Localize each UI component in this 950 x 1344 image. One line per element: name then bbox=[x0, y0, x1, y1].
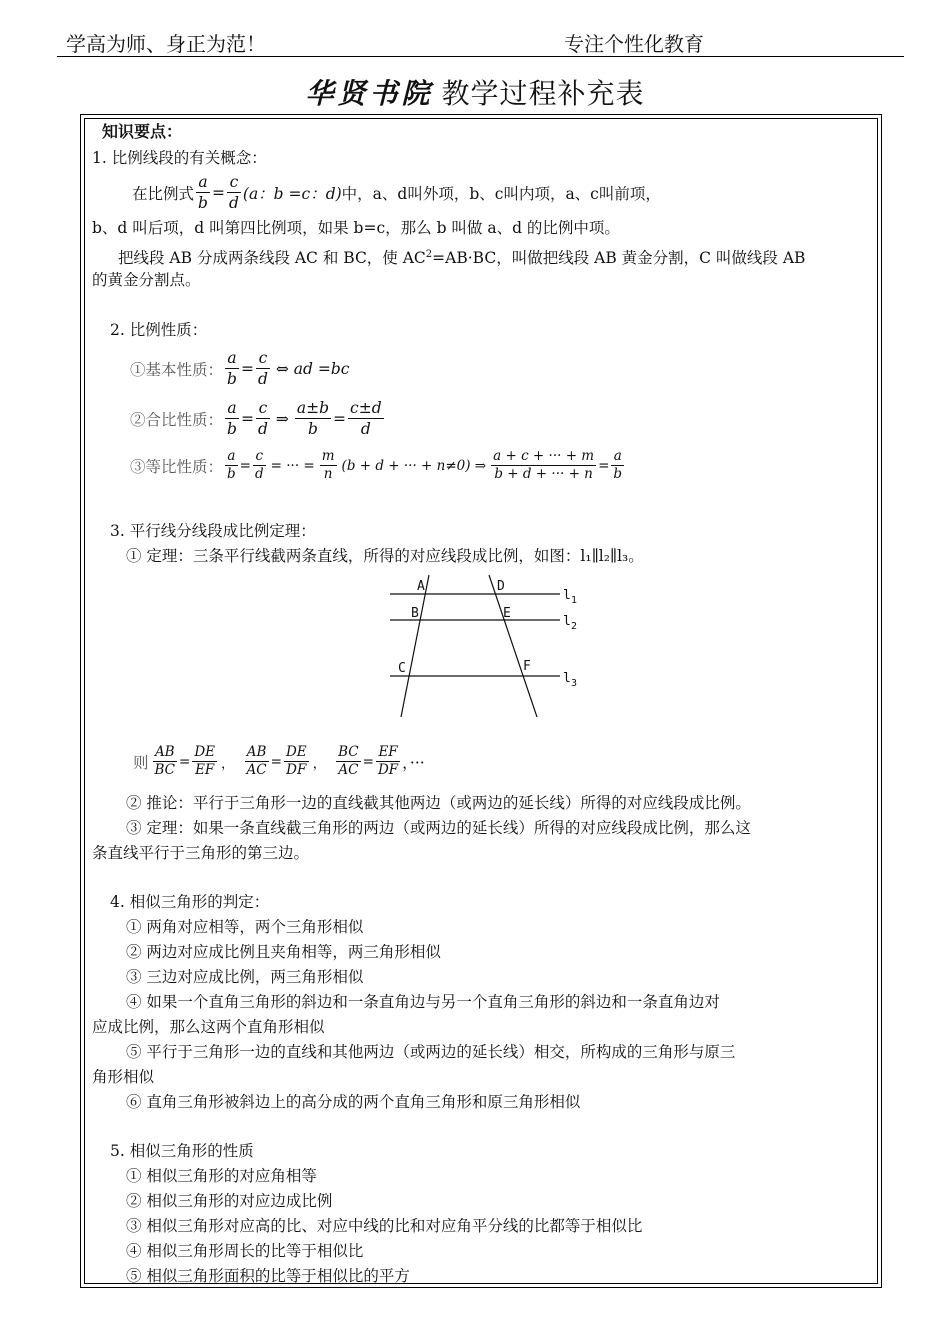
s3-converse-line2: 条直线平行于三角形的第三边。 bbox=[92, 844, 310, 862]
frac-den: b bbox=[227, 466, 236, 482]
frac-num: a bbox=[225, 348, 239, 369]
fraction-a-b bbox=[225, 448, 238, 483]
fraction-a-pm-b bbox=[295, 398, 331, 439]
s1-heading: 1. 比例线段的有关概念： bbox=[92, 149, 267, 167]
fraction-bc-ac bbox=[336, 744, 361, 779]
equals-sign: = bbox=[598, 457, 610, 474]
line-l1-sub: 1 bbox=[571, 595, 578, 606]
s4-item-3: ③ 三边对应成比例，两三角形相似 bbox=[126, 968, 364, 986]
fraction-sum bbox=[491, 448, 596, 483]
comma: ， bbox=[221, 755, 235, 772]
s2-componendo-property bbox=[130, 398, 386, 439]
s1-golden-line2: 的黄金分割点。 bbox=[92, 271, 201, 289]
s2-heading: 2. 比例性质： bbox=[110, 321, 208, 339]
frac-den: d bbox=[257, 420, 268, 438]
equals-sign: = bbox=[179, 753, 191, 770]
s4-item-6: ⑥ 直角三角形被斜边上的高分成的两个直角三角形和原三角形相似 bbox=[126, 1093, 581, 1111]
s1-proportion-line bbox=[132, 172, 661, 213]
fraction-de-df bbox=[284, 744, 309, 779]
transversal-left bbox=[401, 575, 429, 717]
ellipsis: ，··· bbox=[402, 753, 425, 772]
point-c-label: C bbox=[398, 661, 406, 676]
s5-item-3: ③ 相似三角形对应高的比、对应中线的比和对应角平分线的比都等于相似比 bbox=[126, 1217, 643, 1235]
parallel-lines-figure bbox=[380, 570, 600, 725]
frac-den: d bbox=[254, 466, 264, 482]
frac-num: AB bbox=[245, 744, 269, 762]
frac-den: b bbox=[308, 420, 318, 438]
s3-corollary: ② 推论：平行于三角形一边的直线截其他两边（或两边的延长线）所得的对应线段成比例。 bbox=[126, 794, 751, 812]
frac-num: a±b bbox=[296, 399, 330, 417]
s5-heading: 5. 相似三角形的性质 bbox=[110, 1142, 254, 1160]
header-slogan: 专注个性化教育 bbox=[564, 32, 704, 56]
s5-item-5: ⑤ 相似三角形面积的比等于相似比的平方 bbox=[126, 1267, 410, 1285]
frac-num: DE bbox=[285, 744, 307, 760]
frac-den: d bbox=[228, 194, 239, 212]
frac-num: AB bbox=[153, 744, 178, 762]
frac-num: a + c + ··· + m bbox=[493, 448, 595, 464]
point-d-label: D bbox=[497, 579, 505, 594]
golden-text-b: =AB·BC，叫做把线段 AB 黄金分割，C 叫做线段 AB bbox=[432, 249, 806, 268]
s4-heading: 4. 相似三角形的判定： bbox=[110, 893, 270, 911]
s1-ratio: (a：b =c：d) bbox=[242, 184, 342, 203]
s5-item-1: ① 相似三角形的对应角相等 bbox=[126, 1167, 317, 1185]
frac-den: EF bbox=[195, 762, 215, 778]
frac-den: n bbox=[323, 466, 333, 482]
frac-num: BC bbox=[338, 744, 359, 760]
golden-text-a: 把线段 AB 分成两条线段 AC 和 BC，使 AC bbox=[118, 249, 426, 268]
fraction-a-b bbox=[225, 348, 239, 389]
frac-num: c bbox=[253, 448, 266, 466]
frac-den: AC bbox=[338, 762, 359, 778]
s3-ratio-equations bbox=[133, 744, 425, 779]
implies-arrow: ⇒ bbox=[275, 409, 289, 428]
title-brand: 华贤书院 bbox=[305, 77, 434, 110]
fraction-c-d bbox=[256, 348, 270, 389]
frac-num: a bbox=[196, 172, 210, 193]
fraction-c-d bbox=[253, 448, 266, 483]
comma: ， bbox=[312, 755, 327, 772]
superscript: 2 bbox=[425, 249, 433, 260]
frac-den: d bbox=[360, 420, 371, 438]
fraction-de-ef bbox=[192, 744, 217, 779]
s4-item-4-line1: ④ 如果一个直角三角形的斜边和一条直角边与另一个直角三角形的斜边和一条直角边对 bbox=[126, 993, 720, 1011]
s4-item-2: ② 两边对应成比例且夹角相等，两三角形相似 bbox=[126, 943, 441, 961]
point-b-label: B bbox=[411, 606, 419, 621]
frac-num: a bbox=[225, 448, 238, 466]
line-l3-sub: 3 bbox=[571, 678, 578, 689]
line-l1-label: l bbox=[563, 588, 571, 603]
s5-item-2: ② 相似三角形的对应边成比例 bbox=[126, 1192, 333, 1210]
s4-item-5-line2: 角形相似 bbox=[92, 1068, 155, 1086]
line-l3-label: l bbox=[563, 671, 571, 686]
header-rule bbox=[57, 56, 904, 57]
fraction-ab-bc bbox=[153, 744, 178, 779]
equals-sign: = bbox=[270, 753, 282, 770]
s2-basic-property bbox=[130, 348, 350, 389]
ellipsis-equals: = ··· = bbox=[270, 457, 315, 474]
basic-property-label: ①基本性质： bbox=[130, 360, 224, 379]
fraction-ef-df bbox=[376, 744, 400, 779]
frac-den: DF bbox=[286, 762, 307, 778]
frac-den: DF bbox=[377, 762, 399, 778]
equals-sign: = bbox=[239, 457, 251, 474]
s4-item-1: ① 两角对应相等，两个三角形相似 bbox=[126, 918, 364, 936]
fraction-a-b bbox=[225, 398, 239, 439]
s1-golden-section bbox=[118, 243, 805, 270]
s3-theorem: ① 定理：三条平行线截两条直线，所得的对应线段成比例，如图：l₁∥l₂∥l₃。 bbox=[126, 547, 644, 565]
point-f-label: F bbox=[523, 659, 531, 674]
s5-item-4: ④ 相似三角形周长的比等于相似比 bbox=[126, 1242, 364, 1260]
fraction-c-d bbox=[227, 172, 241, 213]
fraction-ab-ac bbox=[245, 744, 269, 779]
s3-converse-line1: ③ 定理：如果一条直线截三角形的两边（或两边的延长线）所得的对应线段成比例，那么这 bbox=[126, 819, 751, 837]
frac-num: DE bbox=[194, 744, 216, 760]
header-motto: 学高为师、身正为范！ bbox=[66, 32, 266, 56]
equal-ratio-label: ③等比性质： bbox=[130, 457, 224, 476]
frac-num: a bbox=[611, 448, 624, 466]
equals-sign: = bbox=[333, 409, 347, 428]
knowledge-heading: 知识要点： bbox=[102, 122, 183, 141]
transversal-right bbox=[489, 575, 537, 717]
line-l2-label: l bbox=[563, 614, 571, 629]
s4-item-4-line2: 应成比例，那么这两个直角形相似 bbox=[92, 1018, 325, 1036]
frac-num: m bbox=[321, 448, 335, 464]
s2-equal-ratio-property bbox=[130, 448, 626, 483]
frac-num: a bbox=[225, 398, 239, 419]
frac-num: EF bbox=[376, 744, 400, 762]
page-header bbox=[66, 26, 886, 56]
fraction-m-n bbox=[320, 448, 337, 483]
frac-num: c bbox=[227, 172, 241, 193]
frac-num: c±d bbox=[350, 399, 382, 417]
point-a-label: A bbox=[417, 579, 425, 594]
fraction-a-b bbox=[611, 448, 624, 483]
frac-den: d bbox=[257, 370, 268, 388]
frac-den: b bbox=[227, 420, 237, 438]
s1-line1-suffix: 中，a、d叫外项，b、c叫内项，a、c叫前项， bbox=[341, 184, 661, 203]
equals-sign: = bbox=[240, 359, 254, 378]
frac-den: b bbox=[227, 370, 237, 388]
equals-sign: = bbox=[211, 183, 225, 202]
title-text: 教学过程补充表 bbox=[441, 77, 645, 110]
frac-den: b bbox=[613, 466, 623, 482]
point-e-label: E bbox=[503, 606, 511, 621]
s4-item-5-line1: ⑤ 平行于三角形一边的直线和其他两边（或两边的延长线）相交，所构成的三角形与原三 bbox=[126, 1043, 736, 1061]
fraction-a-b bbox=[196, 172, 210, 213]
frac-den: BC bbox=[154, 762, 176, 778]
equals-sign: = bbox=[362, 753, 374, 770]
frac-num: c bbox=[256, 348, 270, 369]
s3-heading: 3. 平行线分线段成比例定理： bbox=[110, 522, 316, 540]
fraction-c-pm-d bbox=[348, 398, 384, 439]
componendo-label: ②合比性质： bbox=[130, 410, 224, 429]
frac-den: b + d + ··· + n bbox=[494, 466, 593, 482]
line-l2-sub: 2 bbox=[571, 621, 578, 632]
frac-den: AC bbox=[246, 762, 267, 778]
s1-line2: b、d 叫后项，d 叫第四比例项，如果 b=c，那么 b 叫做 a、d 的比例中项。 bbox=[92, 219, 620, 237]
then-label: 则 bbox=[133, 753, 149, 772]
frac-den: b bbox=[198, 194, 208, 212]
fraction-c-d bbox=[256, 398, 270, 439]
frac-num: c bbox=[256, 398, 270, 419]
equal-ratio-condition: (b + d + ··· + n≠0) ⇒ bbox=[341, 457, 487, 474]
page-title bbox=[0, 72, 950, 112]
equals-sign: = bbox=[240, 409, 254, 428]
s1-line1-prefix: 在比例式 bbox=[132, 184, 195, 203]
basic-property-result: ⇔ ad =bc bbox=[275, 359, 350, 378]
